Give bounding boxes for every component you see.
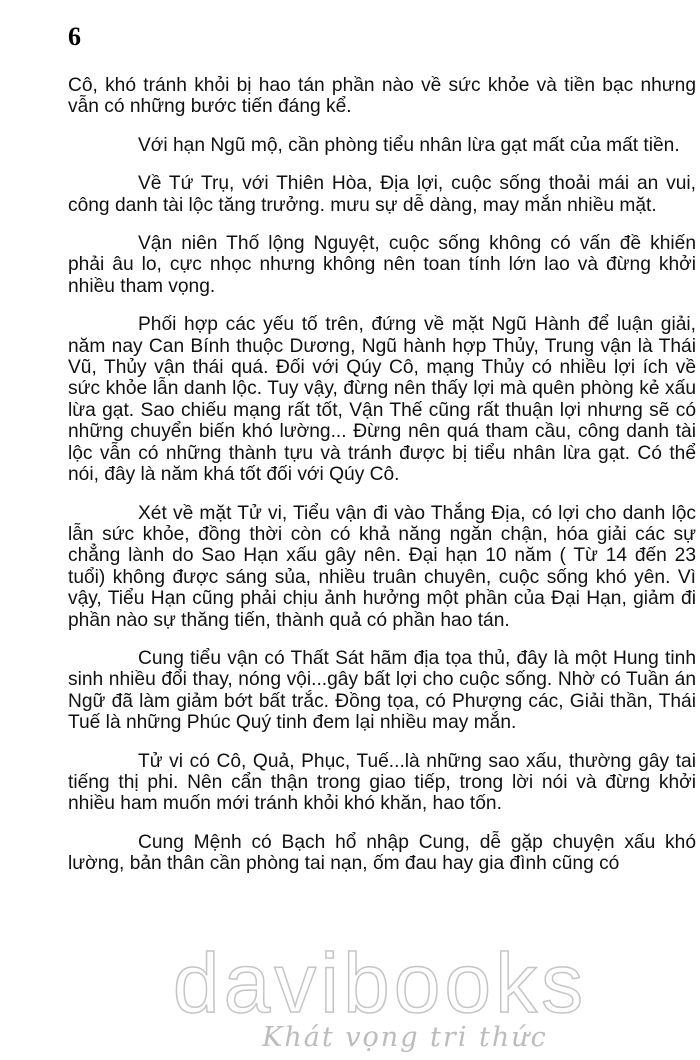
watermark-slogan: Khát vọng tri thức [262,1022,548,1053]
paragraph-6: Xét về mặt Tử vi, Tiểu vận đi vào Thắng Địa, có lợi cho danh lộc lẫn sức khỏe, đồng thời còn có khả năng ngăn chận, hóa giải các sự chẳng lành do Sao Hạn xấu gây nên. Đại hạn 10 năm ( Từ 14 đến 23 tuổi) không được sáng sủa, nhiều truân chuyên, cuộc sống khó yên. Vì vậy, Tiểu Hạn cũng phải chịu ảnh hưởng một phần của Đại Hạn, giảm đi phần nào sự thăng tiến, thành quả có phần hao tán. [68,502,696,631]
paragraph-4: Vận niên Thố lộng Nguyệt, cuộc sống không có vấn đề khiến phải âu lo, cực nhọc nhưng không nên toan tính lớn lao và đừng khởi nhiều tham vọng. [68,233,696,297]
paragraph-3: Về Tứ Trụ, với Thiên Hòa, Địa lợi, cuộc sống thoải mái an vui, công danh tài lộc tăng trưởng. mưu sự dễ dàng, may mắn nhiều mặt. [68,173,696,216]
page-number: 6 [68,22,81,51]
paragraph-1: Cô, khó tránh khỏi bị hao tán phần nào về sức khỏe và tiền bạc nhưng vẫn có những bước tiến đáng kể. [68,75,696,118]
paragraph-9: Cung Mệnh có Bạch hổ nhập Cung, dễ gặp chuyện xấu khó lường, bản thân cần phòng tai nạn, ốm đau hay gia đình cũng có [68,831,696,875]
paragraph-8: Tử vi có Cô, Quả, Phục, Tuế...là những sao xấu, thường gây tai tiếng thị phi. Nên cẩn thận trong giao tiếp, trong lời nói và đừng khởi nhiều ham muốn mới tránh khỏi khó khăn, hao tốn. [68,750,696,815]
paragraph-5: Phối hợp các yếu tố trên, đứng về mặt Ngũ Hành để luận giải, năm nay Can Bính thuộc Dương, Ngũ hành hợp Thủy, Trung vận là Thái Vũ, Thủy vận thái quá. Đối với Qúy Cô, mạng Thủy có nhiều lợi ích về sức khỏe lẫn danh lộc. Tuy vậy, đừng nên thấy lợi mà quên phòng kẻ xấu lừa gạt. Sao chiếu mạng rất tốt, Vận Thế cũng rất thuận lợi nhưng sẽ có những chuyển biến khó lường... Đừng nên quá tham cầu, công danh tài lộc vẫn có những thành tựu và tránh được bị tiểu nhân lừa gạt. Có thể nói, đây là năm khá tốt đối với Qúy Cô. [68,314,696,486]
paragraph-2: Với hạn Ngũ mộ, cần phòng tiểu nhân lừa gạt mất của mất tiền. [138,134,680,156]
paragraph-7: Cung tiểu vận có Thất Sát hãm địa tọa thủ, đây là một Hung tinh sinh nhiều đổi thay, nóng vội...gây bất lợi cho cuộc sống. Nhờ có Tuần án Ngữ đã làm giảm bớt bất trắc. Đồng tọa, có Phượng các, Giải thần, Thái Tuế là những Phúc Quý tinh đem lại nhiều may mắn. [68,647,696,734]
document-body [68,75,696,892]
watermark-brand: davibooks [172,936,588,1030]
